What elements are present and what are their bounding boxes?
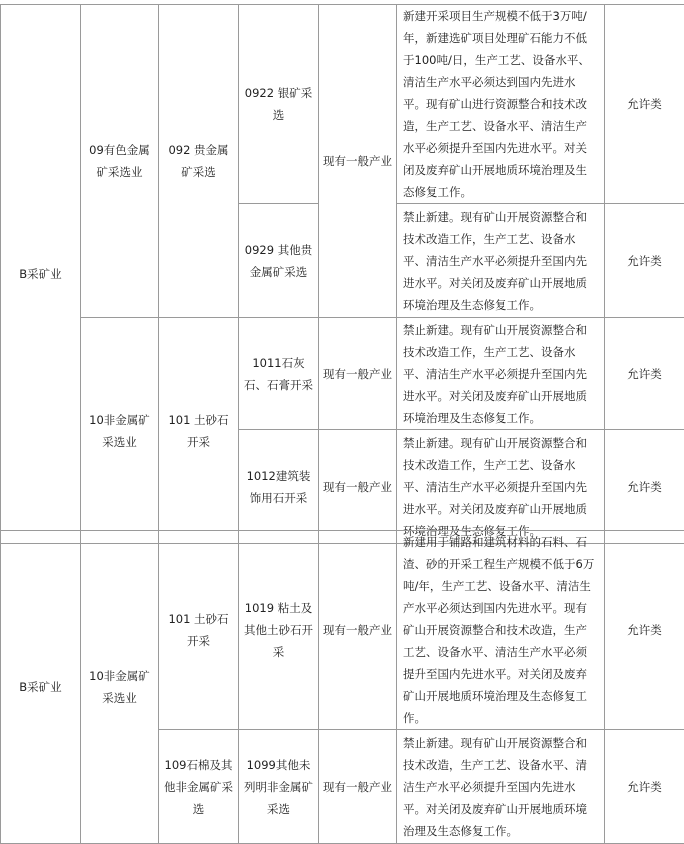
requirement-cell: 禁止新建。现有矿山开展资源整合和技术改造工作，生产工艺、设备水平、清洁生产水平必须提升至国内先进水平。对关闭及废弃矿山开展地质环境治理及生态修复工作。	[397, 318, 605, 430]
major-industry-cell: 10非金属矿采选业	[81, 318, 159, 544]
status-cell: 允许类	[605, 730, 684, 844]
sub-industry-cell: 1011石灰石、石膏开采	[239, 318, 319, 430]
industry-type-cell: 现有一般产业	[319, 318, 397, 430]
sub-industry-cell: 0929 其他贵金属矿采选	[239, 204, 319, 318]
sub-industry-cell: 0922 银矿采选	[239, 5, 319, 204]
sub-industry-cell: 1012建筑装饰用石开采	[239, 430, 319, 544]
industry-table-2	[0, 530, 684, 844]
sub-industry-cell: 1019 粘土及其他土砂石开采	[239, 531, 319, 730]
status-cell: 允许类	[605, 430, 684, 544]
major-industry-cell: 09有色金属矿采选业	[81, 5, 159, 318]
status-cell: 允许类	[605, 5, 684, 204]
requirement-cell: 禁止新建。现有矿山开展资源整合和技术改造，生产工艺、设备水平、清洁生产水平必须提升至国内先进水平。对关闭及废弃矿山开展地质环境治理及生态修复工作。	[397, 730, 605, 844]
industry-type-cell: 现有一般产业	[319, 5, 397, 318]
status-cell: 允许类	[605, 204, 684, 318]
industry-type-cell: 现有一般产业	[319, 430, 397, 544]
requirement-cell: 禁止新建。现有矿山开展资源整合和技术改造工作，生产工艺、设备水平、清洁生产水平必须提升至国内先进水平。对关闭及废弃矿山开展地质环境治理及生态修复工作。	[397, 430, 605, 544]
industry-table-1	[0, 4, 684, 544]
requirement-cell: 禁止新建。现有矿山开展资源整合和技术改造工作，生产工艺、设备水平、清洁生产水平必须提升至国内先进水平。对关闭及废弃矿山开展地质环境治理及生态修复工作。	[397, 204, 605, 318]
category-cell: B采矿业	[1, 531, 81, 844]
mid-industry-cell: 092 贵金属矿采选	[159, 5, 239, 318]
sub-industry-cell: 1099其他未列明非金属矿采选	[239, 730, 319, 844]
status-cell: 允许类	[605, 531, 684, 730]
industry-type-cell: 现有一般产业	[319, 531, 397, 730]
requirement-cell: 新建开采项目生产规模不低于3万吨/年，新建选矿项目处理矿石能力不低于100吨/日，生产工艺、设备水平、清洁生产水平必须达到国内先进水平。现有矿山进行资源整合和技术改造，生产工艺、设备水平、清洁生产水平必须提升至国内先进水平。对关闭及废弃矿山开展地质环境治理及生态修复工作。	[397, 5, 605, 204]
mid-industry-cell: 101 土砂石开采	[159, 531, 239, 730]
mid-industry-cell: 101 土砂石开采	[159, 318, 239, 544]
category-cell: B采矿业	[1, 5, 81, 544]
mid-industry-cell: 109石棉及其他非金属矿采选	[159, 730, 239, 844]
major-industry-cell: 10非金属矿采选业	[81, 531, 159, 844]
industry-type-cell: 现有一般产业	[319, 730, 397, 844]
status-cell: 允许类	[605, 318, 684, 430]
requirement-cell: 新建用于铺路和建筑材料的石料、石渣、砂的开采工程生产规模不低于6万吨/年，生产工艺、设备水平、清洁生产水平必须达到国内先进水平。现有矿山开展资源整合和技术改造，生产工艺、设备水平、清洁生产水平必须提升至国内先进水平。对关闭及废弃矿山开展地质环境治理及生态修复工作。	[397, 531, 605, 730]
